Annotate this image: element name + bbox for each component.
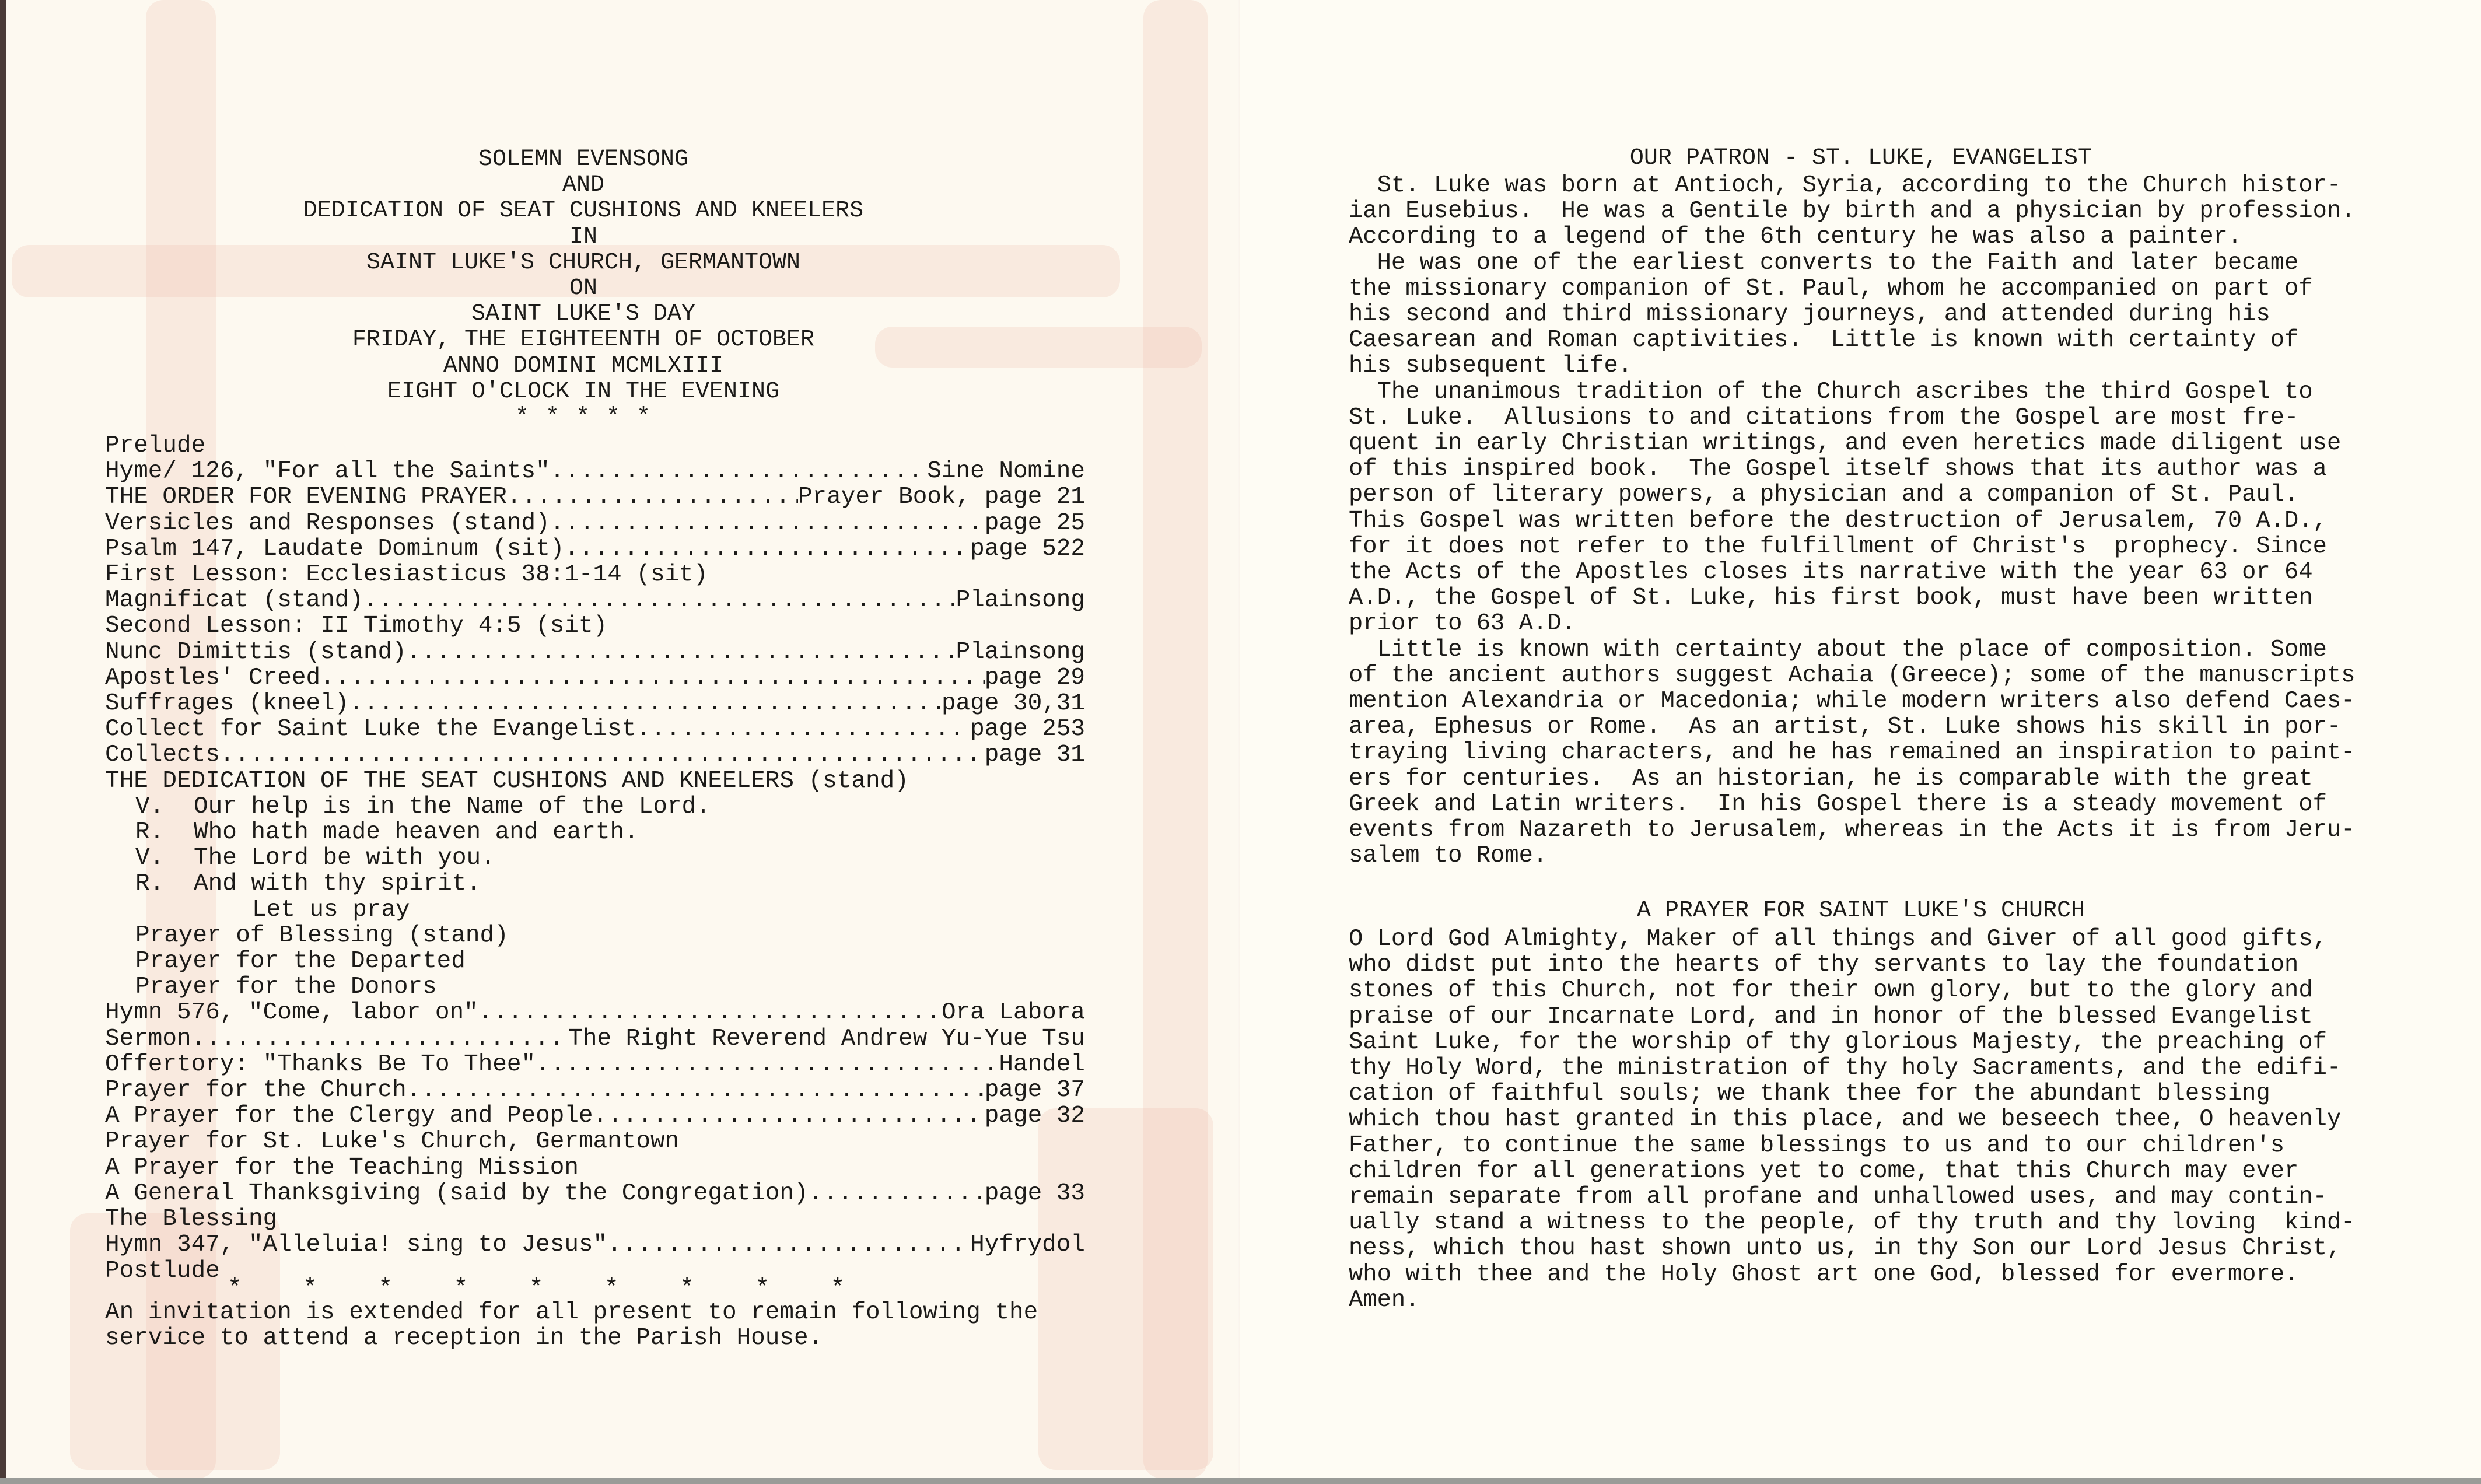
dot-leader <box>550 510 985 536</box>
closing-stars-divider: * * * * * * * * * <box>228 1275 845 1302</box>
text-line: his subsequent life. <box>1349 352 1633 380</box>
service-item-label: Offertory: "Thanks Be To Thee" <box>105 1051 536 1078</box>
versicles-and-responses <box>105 794 1085 1000</box>
service-item-label: The Blessing <box>105 1206 278 1233</box>
text-line: person of literary powers, a physician and a companion of St. Paul. <box>1349 481 2299 509</box>
service-item-label: A Prayer for the Teaching Mission <box>105 1154 579 1181</box>
text-line: traying living characters, and he has remained an inspiration to paint- <box>1349 739 2356 766</box>
service-item-label: Postlude <box>105 1257 220 1284</box>
service-item-label: Nunc Dimittis (stand) <box>105 638 407 666</box>
service-item-reference: page 30,31 <box>941 690 1085 718</box>
dot-leader <box>191 1026 569 1052</box>
versicle-row <box>105 820 1085 845</box>
text-line: Saint Luke, for the worship of thy glorious Majesty, the preaching of <box>1349 1028 2327 1056</box>
versicle-text: Our help is in the Name of the Lord. <box>194 793 711 820</box>
text-line: A.D., the Gospel of St. Luke, his first book, must have been written <box>1349 584 2313 612</box>
service-item-label: Prayer for the Church <box>105 1077 407 1104</box>
service-item-label: Second Lesson: II Timothy 4:5 (sit) <box>105 612 608 640</box>
service-item-label: Psalm 147, Laudate Dominum (sit) <box>105 535 565 562</box>
invitation-line: service to attend a reception in the Parish House. <box>105 1325 823 1352</box>
service-item-label: Magnificat (stand) <box>105 587 363 614</box>
heading-line: AND <box>562 172 604 199</box>
service-item-row <box>105 536 1085 562</box>
dot-leader <box>607 1232 970 1258</box>
text-line: the Acts of the Apostles closes its narrative with the year 63 or 64 <box>1349 559 2313 586</box>
text-line: praise of our Incarnate Lord, and in honor of the blessed Evangelist <box>1349 1003 2313 1030</box>
dedication-prayer: Prayer for the Donors <box>135 974 437 1001</box>
dot-leader <box>536 1052 999 1077</box>
dedication-prayer: Prayer for the Departed <box>135 948 466 975</box>
order-part-1 <box>105 433 1085 794</box>
service-item-row <box>105 639 1085 665</box>
dot-leader <box>220 742 985 768</box>
text-line: Father, to continue the same blessings to us and to our children's <box>1349 1132 2285 1159</box>
text-line: He was one of the earliest converts to the Faith and later became <box>1349 249 2299 276</box>
service-item-row <box>105 1103 1085 1129</box>
service-item-row <box>105 1026 1085 1052</box>
heading-line: FRIDAY, THE EIGHTEENTH OF OCTOBER <box>352 327 815 354</box>
dot-leader <box>593 1103 985 1129</box>
text-line: St. Luke was born at Antioch, Syria, according to the Church histor- <box>1349 172 2342 199</box>
service-item-label: Collects <box>105 741 220 769</box>
text-line: salem to Rome. <box>1349 842 1548 870</box>
service-item-reference: page 31 <box>984 741 1085 769</box>
dot-leader <box>407 1077 985 1103</box>
dot-leader <box>349 691 942 716</box>
service-item-label: Suffrages (kneel) <box>105 690 349 718</box>
text-line: who didst put into the hearts of thy servants to lay the foundation <box>1349 951 2299 979</box>
heading-line: EIGHT O'CLOCK IN THE EVENING <box>387 378 780 405</box>
versicle-label: V. <box>135 793 165 820</box>
scan-bottom-edge <box>0 1478 2481 1484</box>
text-line: ers for centuries. As an historian, he is comparable with the great <box>1349 765 2313 792</box>
dot-leader <box>564 536 970 562</box>
text-line: his second and third missionary journeys, and attended during his <box>1349 301 2270 328</box>
heading-line: ON <box>569 275 597 302</box>
text-line: which thou hast granted in this place, and we beseech thee, O heavenly <box>1349 1106 2342 1133</box>
service-item-label: Collect for Saint Luke the Evangelist <box>105 716 636 743</box>
heading-line: SOLEMN EVENSONG <box>478 146 689 173</box>
patron-section-body <box>1349 173 2393 869</box>
service-item-row <box>105 433 1085 459</box>
versicle-row <box>105 845 1085 871</box>
service-item-row <box>105 1232 1085 1258</box>
versicle-text: Who hath made heaven and earth. <box>194 819 639 846</box>
versicle-text: The Lord be with you. <box>194 845 495 872</box>
text-line: thy Holy Word, the ministration of thy holy Sacraments, and the edifi- <box>1349 1055 2342 1082</box>
service-item-label: Hyme/ 126, "For all the Saints" <box>105 458 550 485</box>
invitation-line: An invitation is extended for all present to remain following the <box>105 1299 1038 1326</box>
service-item-label: Hymn 347, "Alleluia! sing to Jesus" <box>105 1231 608 1259</box>
service-item-row <box>105 1077 1085 1103</box>
service-item-reference: page 33 <box>984 1180 1085 1207</box>
versicle-row <box>105 794 1085 820</box>
service-item-row <box>105 768 1085 794</box>
service-item-row <box>105 1206 1085 1232</box>
text-line: for it does not refer to the fulfillment of Christ's prophecy. Since <box>1349 533 2327 560</box>
service-item-row <box>105 510 1085 536</box>
service-item-reference: Plainsong <box>956 638 1085 666</box>
text-line: of the ancient authors suggest Achaia (Greece); some of the manuscripts <box>1349 662 2356 689</box>
service-item-row <box>105 691 1085 716</box>
service-item-row <box>105 1155 1085 1181</box>
heading-line: ANNO DOMINI MCMLXIII <box>443 352 724 379</box>
dot-leader <box>550 459 928 484</box>
service-item-reference: Ora Labora <box>941 999 1085 1027</box>
service-item-label: First Lesson: Ecclesiasticus 38:1-14 (sit) <box>105 561 708 589</box>
scan-left-edge <box>0 0 6 1484</box>
dot-leader <box>363 587 956 613</box>
text-line: children for all generations yet to come, that this Church may ever <box>1349 1157 2299 1185</box>
text-line: ually stand a witness to the people, of thy truth and thy loving kind- <box>1349 1209 2356 1237</box>
service-item-row <box>105 742 1085 768</box>
text-line: ness, which thou hast shown unto us, in thy Son our Lord Jesus Christ, <box>1349 1235 2342 1262</box>
text-line: cation of faithful souls; we thank thee for the abundant blessing <box>1349 1080 2270 1108</box>
service-item-row <box>105 562 1085 587</box>
service-item-label: A Prayer for the Clergy and People <box>105 1102 593 1130</box>
prayer-section-title: A PRAYER FOR SAINT LUKE'S CHURCH <box>1636 898 2085 924</box>
patron-section-title: OUR PATRON - ST. LUKE, EVANGELIST <box>1629 145 2092 172</box>
versicle-label: R. <box>135 870 165 898</box>
service-item-row <box>105 1052 1085 1077</box>
versicle-row <box>105 871 1085 897</box>
service-item-row <box>105 459 1085 484</box>
let-us-pray: Let us pray <box>252 896 410 923</box>
service-item-row <box>105 1181 1085 1206</box>
service-item-reference: Sine Nomine <box>927 458 1085 485</box>
service-item-reference: page 253 <box>970 716 1085 743</box>
text-line: ian Eusebius. He was a Gentile by birth and a physician by profession. <box>1349 198 2356 225</box>
service-item-reference: The Right Reverend Andrew Yu-Yue Tsu <box>568 1025 1085 1052</box>
service-item-label: Prayer for St. Luke's Church, Germantown <box>105 1128 680 1156</box>
text-line: prior to 63 A.D. <box>1349 610 1576 638</box>
text-line: Greek and Latin writers. In his Gospel there is a steady movement of <box>1349 790 2327 818</box>
service-item-row <box>105 665 1085 691</box>
service-item-label: THE DEDICATION OF THE SEAT CUSHIONS AND KNEELERS (stand) <box>105 767 909 794</box>
service-item-row <box>105 613 1085 639</box>
service-item-reference: Prayer Book, page 21 <box>797 484 1085 511</box>
dedication-prayer: Prayer of Blessing (stand) <box>135 922 509 949</box>
dot-leader <box>320 665 985 691</box>
text-line: O Lord God Almighty, Maker of all things and Giver of all good gifts, <box>1349 926 2327 953</box>
dot-leader <box>507 484 798 510</box>
dot-leader <box>407 639 956 665</box>
service-item-label: THE ORDER FOR EVENING PRAYER <box>105 484 507 511</box>
text-line: events from Nazareth to Jerusalem, whereas in the Acts it is from Jeru- <box>1349 817 2356 844</box>
text-line: of this inspired book. The Gospel itself shows that its author was a <box>1349 456 2327 483</box>
prayer-section-body <box>1349 926 2393 1313</box>
service-item-label: A General Thanksgiving (said by the Congregation) <box>105 1180 809 1207</box>
text-line: mention Alexandria or Macedonia; while modern writers also defend Caes- <box>1349 688 2356 715</box>
service-item-row <box>105 484 1085 510</box>
service-item-reference: page 29 <box>984 664 1085 691</box>
service-item-label: Sermon <box>105 1025 191 1052</box>
versicle-text: And with thy spirit. <box>194 870 481 898</box>
service-item-label: Prelude <box>105 432 206 459</box>
versicle-label: V. <box>135 845 165 872</box>
reception-invitation <box>105 1300 1097 1352</box>
heading-line: SAINT LUKE'S CHURCH, GERMANTOWN <box>366 249 801 276</box>
dot-leader <box>636 716 970 742</box>
service-heading <box>111 147 1056 430</box>
service-item-row <box>105 1000 1085 1026</box>
text-line: St. Luke. Allusions to and citations from the Gospel are most fre- <box>1349 404 2299 431</box>
text-line: stones of this Church, not for their own glory, but to the glory and <box>1349 977 2313 1005</box>
dot-leader <box>478 1000 942 1026</box>
text-line: According to a legend of the 6th century he was also a painter. <box>1349 223 2242 251</box>
text-line: This Gospel was written before the destruction of Jerusalem, 70 A.D., <box>1349 507 2327 534</box>
dot-leader <box>809 1181 985 1206</box>
page-fold <box>1238 0 1240 1478</box>
heading-line: SAINT LUKE'S DAY <box>471 301 696 328</box>
service-item-reference: page 522 <box>970 535 1085 562</box>
service-item-reference: Handel <box>999 1051 1085 1078</box>
versicle-label: R. <box>135 819 165 846</box>
service-item-row <box>105 1129 1085 1154</box>
text-line: Caesarean and Roman captivities. Little is known with certainty of <box>1349 327 2299 354</box>
text-line: The unanimous tradition of the Church ascribes the third Gospel to <box>1349 378 2313 405</box>
heading-line: IN <box>569 223 597 250</box>
text-line: Amen. <box>1349 1286 1420 1314</box>
service-item-reference: Hyfrydol <box>970 1231 1085 1259</box>
text-line: the missionary companion of St. Paul, whom he accompanied on part of <box>1349 275 2313 302</box>
service-item-label: Apostles' Creed <box>105 664 321 691</box>
order-of-service <box>105 433 1085 1284</box>
service-item-reference: Plainsong <box>956 587 1085 614</box>
service-item-row <box>105 587 1085 613</box>
text-line: Little is known with certainty about the place of composition. Some <box>1349 636 2327 663</box>
service-item-label: Versicles and Responses (stand) <box>105 509 550 537</box>
service-item-row <box>105 716 1085 742</box>
text-line: area, Ephesus or Rome. As an artist, St. Luke shows his skill in por- <box>1349 713 2342 741</box>
heading-line: DEDICATION OF SEAT CUSHIONS AND KNEELERS <box>303 198 864 225</box>
heading-stars-divider: * * * * * <box>515 404 652 431</box>
text-line: who with thee and the Holy Ghost art one God, blessed for evermore. <box>1349 1261 2299 1288</box>
service-item-reference: page 25 <box>984 509 1085 537</box>
service-item-reference: page 32 <box>984 1102 1085 1130</box>
service-item-reference: page 37 <box>984 1077 1085 1104</box>
service-item-label: Hymn 576, "Come, labor on" <box>105 999 478 1027</box>
text-line: remain separate from all profane and unhallowed uses, and may contin- <box>1349 1184 2327 1211</box>
order-part-2 <box>105 1000 1085 1283</box>
text-line: quent in early Christian writings, and even heretics made diligent use <box>1349 430 2342 457</box>
